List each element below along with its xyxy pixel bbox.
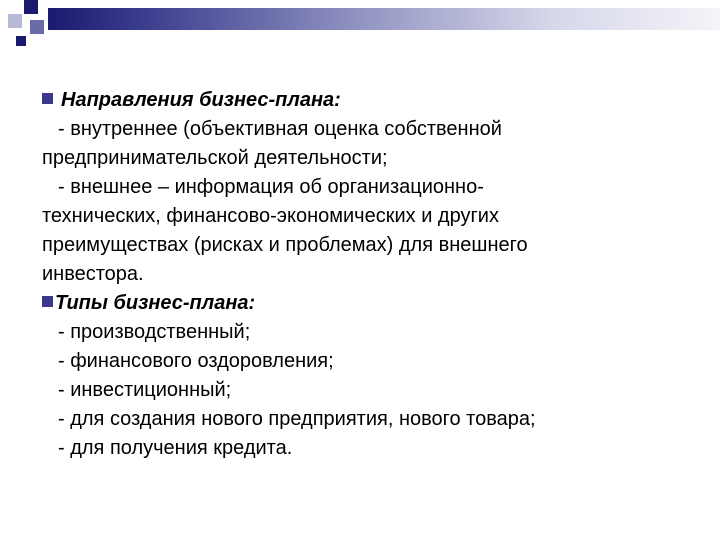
decor-square-dark: [24, 0, 38, 14]
text-line: инвестора.: [42, 263, 144, 285]
decor-square-mid: [30, 20, 44, 34]
decor-square-small: [16, 36, 26, 46]
text-line: преимуществах (рисках и проблемах) для внешнего: [42, 234, 528, 256]
decor-square-light: [8, 14, 22, 28]
list-item: - производственный;: [58, 321, 251, 343]
square-bullet-icon: [42, 296, 53, 307]
list-item: - для создания нового предприятия, нового товара;: [58, 408, 536, 430]
heading-text: Типы бизнес-плана:: [55, 292, 256, 314]
list-item: - финансового оздоровления;: [58, 350, 334, 372]
slide-body: [42, 86, 682, 463]
text-line: технических, финансово-экономических и других: [42, 205, 499, 227]
list-item: - инвестиционный;: [58, 379, 232, 401]
section-heading-directions: [42, 86, 682, 115]
text-line: - внешнее – информация об организационно-: [58, 176, 484, 198]
text-line: предпринимательской деятельности;: [42, 147, 388, 169]
section-heading-types: [42, 289, 682, 318]
square-bullet-icon: [42, 93, 53, 104]
heading-text: Направления бизнес-плана:: [61, 89, 341, 111]
text-line: - внутреннее (объективная оценка собственной: [58, 118, 502, 140]
list-item: - для получения кредита.: [58, 437, 293, 459]
header-gradient-bar: [48, 8, 720, 30]
